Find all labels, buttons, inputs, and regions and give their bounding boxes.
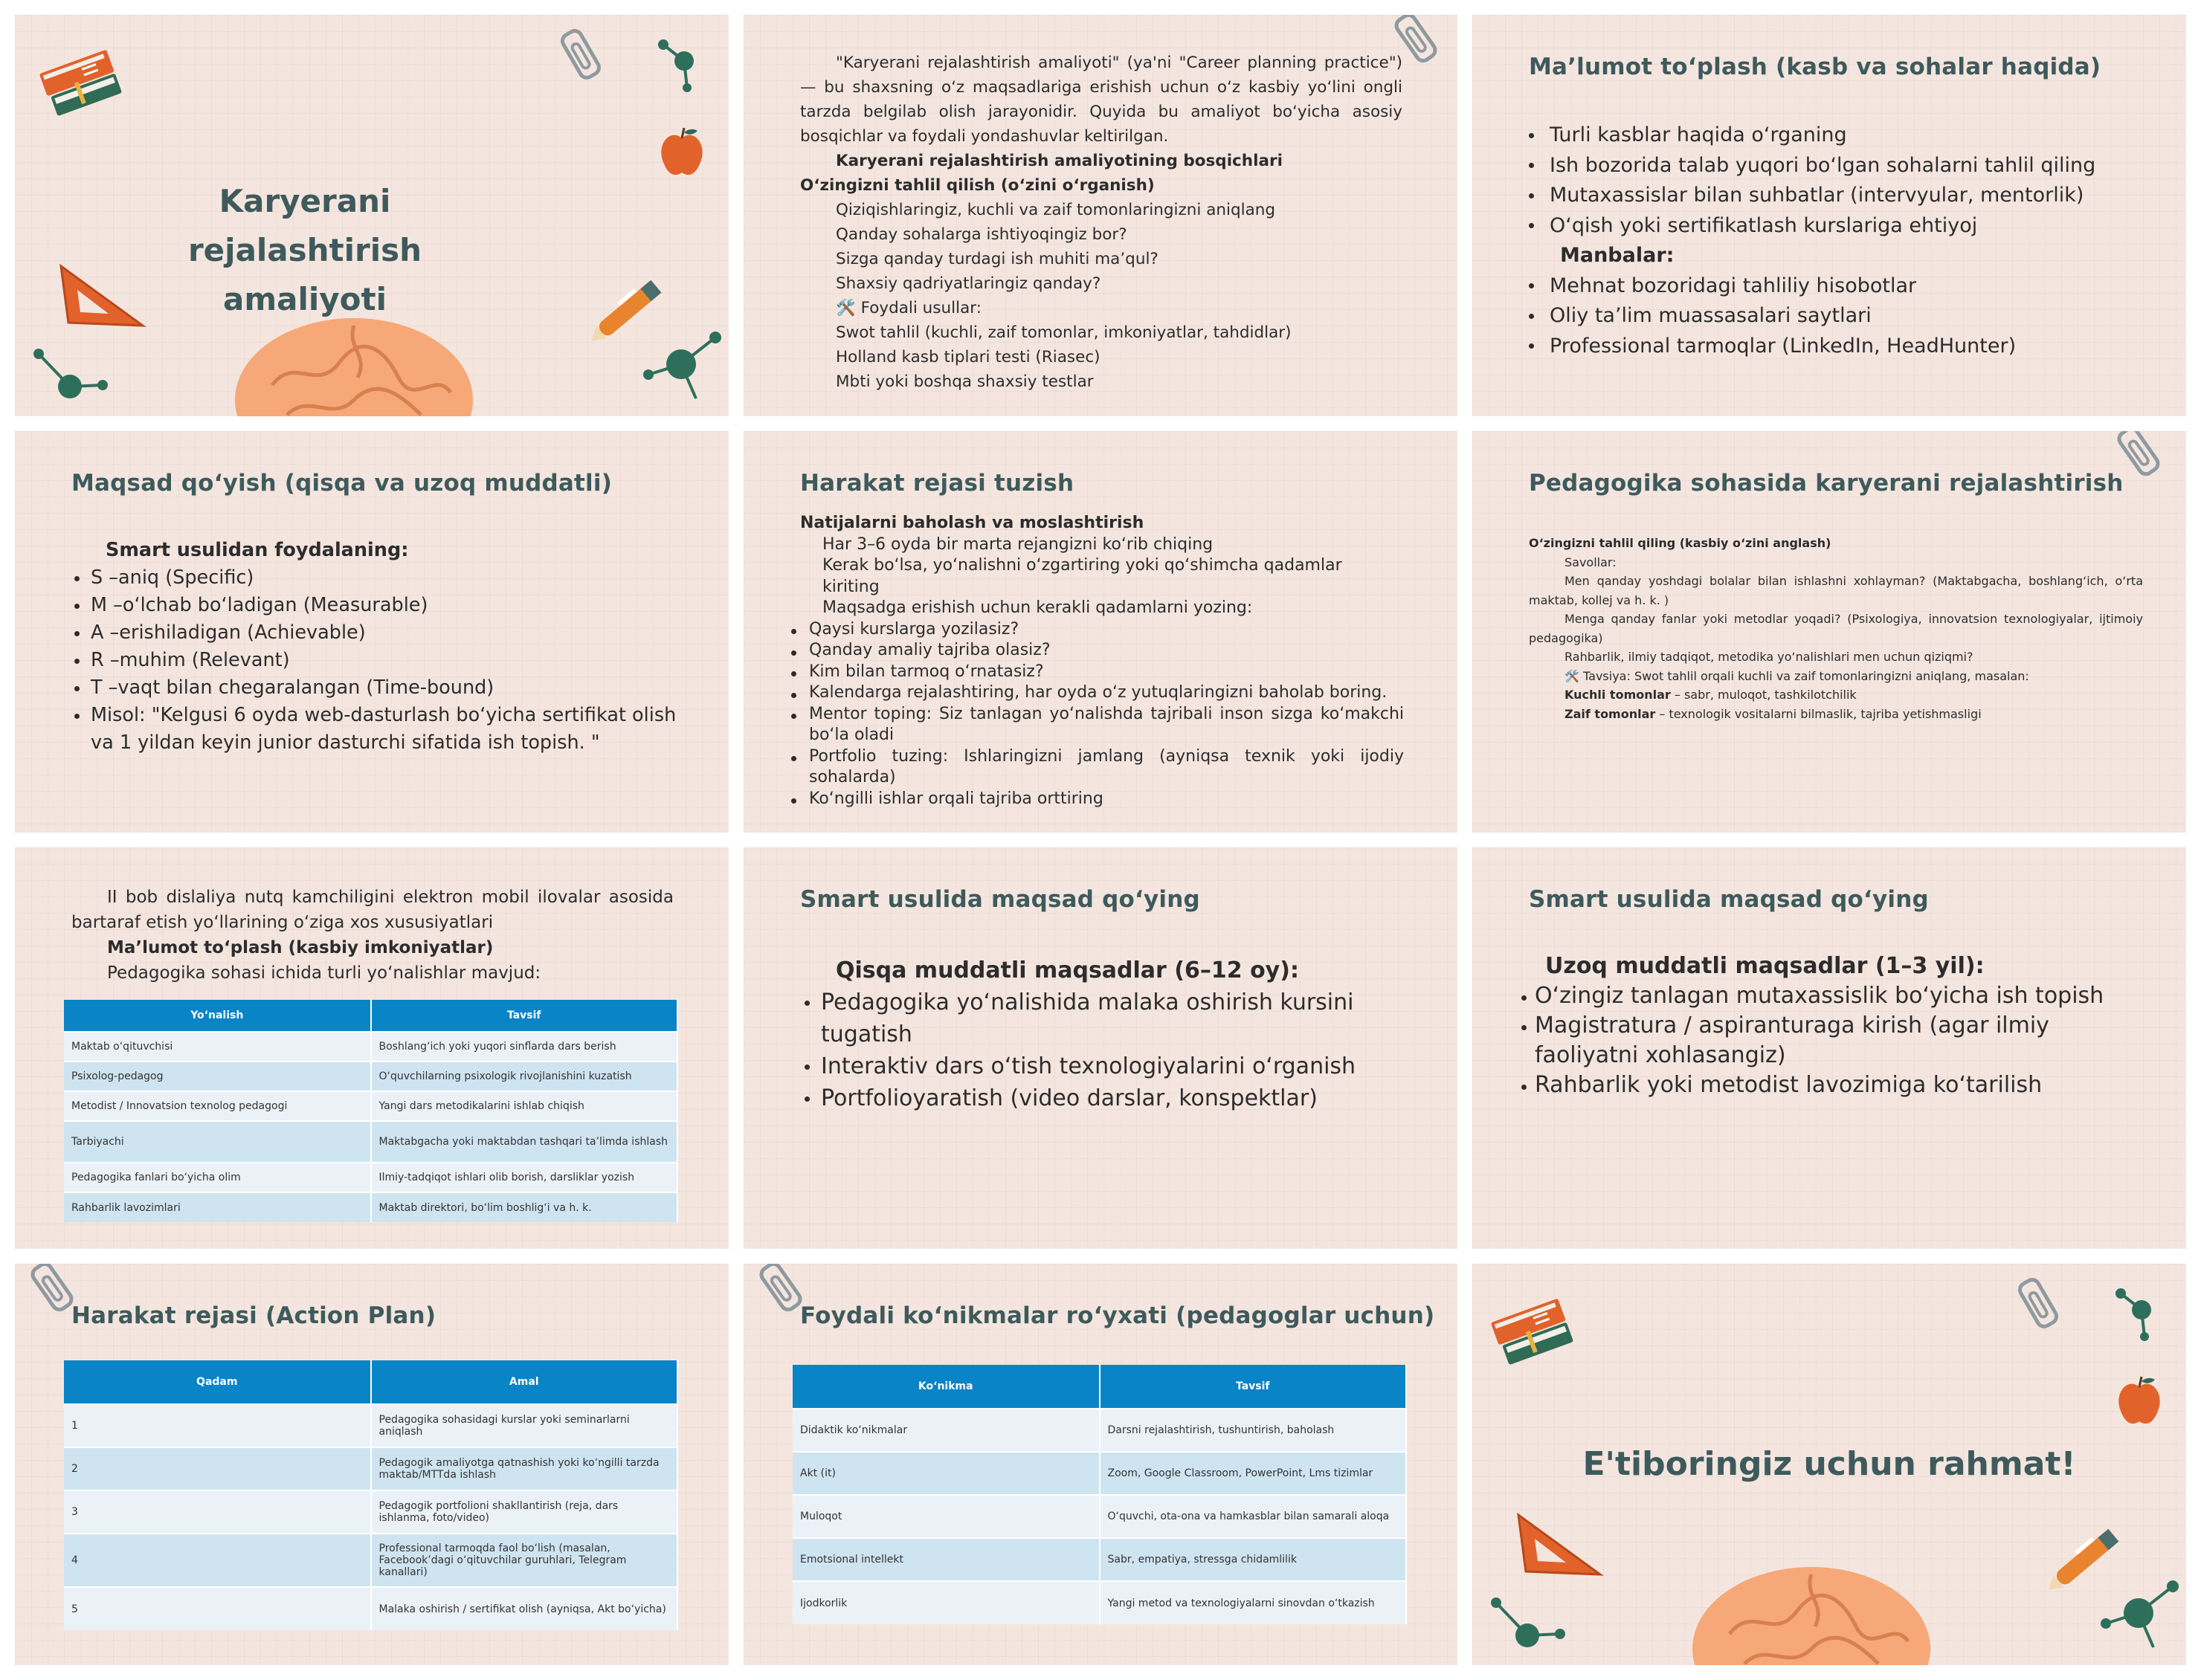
- intro-paragraph: "Karyerani rejalashtirish amaliyoti" (ya'ni "Career planning practice") — bu shaxsning o‘z maqsadlariga erishish uchun o‘z kasbiy yo‘lini ongli tarzda belgilab olish jarayonidir. Quyida bu amaliyot bo‘yicha asosiy bosqichlar va foydali yondashuvlar keltirilgan.: [800, 54, 1402, 146]
- content: [787, 513, 1404, 810]
- list-item: M –o‘lchab bo‘ladigan (Measurable): [70, 592, 695, 619]
- text-line: Qanday sohalarga ishtiyoqingiz bor?: [836, 225, 1127, 244]
- text-line: Holland kasb tiplari testi (Riasec): [836, 348, 1100, 366]
- brain-icon: [1685, 1560, 1938, 1665]
- text-line: Swot tahlil (kuchli, zaif tomonlar, imkoniyatlar, tahdidlar): [836, 323, 1292, 342]
- table-cell: 4: [64, 1534, 371, 1587]
- table-cell: Professional tarmoqda faol bo‘lish (masalan, Facebook’dagi o‘qituvchilar guruhlari, Telegram kanallari): [371, 1534, 678, 1587]
- table-header: Ko‘nikma: [793, 1365, 1100, 1409]
- slide-pedagogy-directions[interactable]: [15, 847, 729, 1249]
- strengths-label: Kuchli tomonlar: [1564, 688, 1671, 702]
- molecule-icon: [648, 30, 708, 97]
- self-analysis-heading: O‘zingizni tahlil qiling (kasbiy o‘zini anglash): [1529, 536, 1831, 550]
- content: [1529, 534, 2143, 723]
- table-row: [64, 1447, 677, 1490]
- list-item: Mentor toping: Siz tanlagan yo‘nalishda tajribali inson sizga ko‘makchi bo‘la oladi: [787, 704, 1404, 746]
- table-cell: 1: [64, 1404, 371, 1447]
- content: [800, 954, 1395, 1114]
- table-row: [64, 1163, 677, 1192]
- list-item: Professional tarmoqlar (LinkedIn, HeadHunter): [1524, 332, 2149, 362]
- table-header: Tavsif: [1100, 1365, 1407, 1409]
- text-line: Qiziqishlaringiz, kuchli va zaif tomonlaringizni aniqlang: [836, 201, 1276, 219]
- triangle-ruler-icon: [54, 251, 150, 333]
- list-item: Misol: "Kelgusi 6 oyda web-dasturlash bo‘yicha sertifikat olish va 1 yildan keyin junior dasturchi sifatida ish topish. ": [70, 702, 695, 757]
- list-item: O‘qish yoki sertifikatlash kurslariga ehtiyoj: [1524, 211, 2149, 242]
- question: Menga qanday fanlar yoki metodlar yoqadi? (Psixologiya, innovatsion texnologiyalar, ijtimoiy pedagogika): [1529, 612, 2143, 645]
- long-term-subhead: Uzoq muddatli maqsadlar (1–3 yil):: [1545, 953, 1985, 979]
- table-row: [793, 1495, 1406, 1538]
- smart-subhead: Smart usulidan foydalaning:: [106, 539, 409, 561]
- list-item: Kalendarga rejalashtiring, har oyda o‘z yutuqlaringizni baholab boring.: [787, 682, 1404, 704]
- paperclip-icon: [756, 1264, 805, 1315]
- list-item: Mutaxassislar bilan suhbatlar (intervyular, mentorlik): [1524, 181, 2149, 211]
- table-cell: Didaktik ko‘nikmalar: [793, 1409, 1100, 1452]
- table-row: [793, 1581, 1406, 1624]
- list-item: Qanday amaliy tajriba olasiz?: [787, 640, 1404, 662]
- table-cell: Ilmiy-tadqiqot ishlari olib borish, darsliklar yozish: [371, 1163, 678, 1192]
- list-item: Ko‘ngilli ishlar orqali tajriba orttiring: [787, 789, 1404, 810]
- list-item: O‘zingiz tanlagan mutaxassislik bo‘yicha ish topish: [1517, 981, 2127, 1011]
- steps-heading: Karyerani rejalashtirish amaliyotining bosqichlari: [836, 152, 1283, 170]
- table-cell: 2: [64, 1447, 371, 1490]
- slide-title-text: Pedagogika sohasida karyerani rejalashtirish: [1529, 470, 2124, 497]
- self-analysis-heading: O‘zingizni tahlil qilish (o‘zini o‘rganish): [800, 176, 1155, 195]
- molecule-icon: [2098, 1561, 2180, 1658]
- table-cell: Akt (it): [793, 1452, 1100, 1495]
- list-item: Portfolio tuzing: Ishlaringizni jamlang (ayniqsa texnik yoki ijodiy sohalarda): [787, 746, 1404, 789]
- content: [1517, 952, 2127, 1100]
- slide-pedagogy-career[interactable]: [1472, 431, 2186, 833]
- slide-smart-long-term[interactable]: [1472, 847, 2186, 1249]
- table-cell: Yangi dars metodikalarini ishlab chiqish: [371, 1091, 678, 1121]
- table-cell: Psixolog-pedagog: [64, 1062, 371, 1091]
- slide-title-text: Ma’lumot to‘plash (kasb va sohalar haqida): [1529, 54, 2101, 80]
- weaknesses-text: – texnologik vositalarni bilmaslik, tajriba yetishmasligi: [1655, 706, 1982, 721]
- text-line: 🛠️ Foydali usullar:: [836, 299, 982, 317]
- table-cell: Rahbarlik lavozimlari: [64, 1192, 371, 1222]
- list-item: Turli kasblar haqida o‘rganing: [1524, 120, 2149, 151]
- molecule-icon: [2106, 1279, 2165, 1345]
- slide-title[interactable]: [15, 15, 729, 416]
- table-cell: Pedagogik amaliyotga qatnashish yoki ko‘ngilli tarzda maktab/MTTda ishlash: [371, 1447, 678, 1490]
- table-cell: Yangi metod va texnologiyalarni sinovdan o‘tkazish: [1100, 1581, 1407, 1624]
- list-item: Mehnat bozoridagi tahliliy hisobotlar: [1524, 271, 2149, 302]
- table-row: [64, 1121, 677, 1163]
- table-row: [64, 1404, 677, 1447]
- table-header: Tavsif: [371, 1000, 678, 1032]
- question: Men qanday yoshdagi bolalar bilan ishlashni xohlayman? (Maktabgacha, boshlang‘ich, o‘rta maktab, kollej va h. k. ): [1529, 574, 2143, 607]
- slide-title-text: Maqsad qo‘yish (qisqa va uzoq muddatli): [71, 470, 613, 497]
- table-header: Yo‘nalish: [64, 1000, 371, 1032]
- list-item: Ish bozorida talab yuqori bo‘lgan sohalarni tahlil qiling: [1524, 151, 2149, 181]
- list-item: Rahbarlik yoki metodist lavozimiga ko‘tarilish: [1517, 1070, 2127, 1100]
- table-cell: Pedagogika sohasidagi kurslar yoki seminarlarni aniqlash: [371, 1404, 678, 1447]
- books-icon: [36, 37, 140, 134]
- action-plan-table: [64, 1360, 678, 1630]
- table-cell: Maktab direktori, bo‘lim boshlig‘i va h. k.: [371, 1192, 678, 1222]
- table-cell: Boshlang‘ich yoki yuqori sinflarda dars berish: [371, 1032, 678, 1062]
- table-cell: Darsni rejalashtirish, tushuntirish, baholash: [1100, 1409, 1407, 1452]
- list-item: T –vaqt bilan chegaralangan (Time-bound): [70, 674, 695, 702]
- molecule-icon: [1486, 1591, 1567, 1665]
- triangle-ruler-icon: [1511, 1500, 1608, 1582]
- list-item: S –aniq (Specific): [70, 564, 695, 592]
- content: [71, 885, 674, 986]
- slide-thank-you[interactable]: [1472, 1264, 2186, 1665]
- slide-goal-setting[interactable]: [15, 431, 729, 833]
- table-row: [793, 1409, 1406, 1452]
- weaknesses-line: [1529, 705, 2143, 724]
- list-item: Pedagogika yo‘nalishida malaka oshirish kursini tugatish: [800, 986, 1395, 1050]
- table-cell: 3: [64, 1490, 371, 1534]
- questions-label: Savollar:: [1564, 555, 1617, 569]
- list-item: R –muhim (Relevant): [70, 647, 695, 674]
- table-row: [64, 1091, 677, 1121]
- slide-smart-short-term[interactable]: [744, 847, 1457, 1249]
- paperclip-icon: [558, 26, 605, 83]
- content: [70, 537, 695, 757]
- list-item: Oliy ta’lim muassasalari saytlari: [1524, 301, 2149, 332]
- table-row: [793, 1538, 1406, 1581]
- table-cell: Pedagogik portfolioni shakllantirish (reja, dars ishlanma, foto/video): [371, 1490, 678, 1534]
- text-line: Maqsadga erishish uchun kerakli qadamlarni yozing:: [822, 598, 1253, 617]
- apple-icon: [656, 125, 708, 184]
- text-line: Sizga qanday turdagi ish muhiti ma’qul?: [836, 250, 1158, 268]
- paperclip-icon: [28, 1264, 77, 1315]
- text-line: Mbti yoki boshqa shaxsiy testlar: [836, 372, 1094, 391]
- weaknesses-label: Zaif tomonlar: [1564, 706, 1656, 721]
- books-icon: [1487, 1286, 1591, 1383]
- skills-table: [793, 1365, 1407, 1624]
- table-row: [64, 1192, 677, 1222]
- list-item: Kim bilan tarmoq o‘rnatasiz?: [787, 662, 1404, 683]
- slide-title-text: Smart usulida maqsad qo‘ying: [1529, 886, 1929, 913]
- table-cell: Maktab o‘qituvchisi: [64, 1032, 371, 1062]
- slide-information-gathering[interactable]: [1472, 15, 2186, 416]
- directions-table: [64, 1000, 678, 1222]
- slide-title-text: Smart usulida maqsad qo‘ying: [800, 886, 1200, 913]
- slide-title-text: Karyerani rejalashtirish amaliyoti: [187, 183, 422, 317]
- tip-line: 🛠️ Tavsiya: Swot tahlil orqali kuchli va zaif tomonlaringizni aniqlang, masalan:: [1564, 668, 2029, 683]
- short-term-subhead: Qisqa muddatli maqsadlar (6–12 oy):: [836, 957, 1299, 983]
- table-cell: O‘quvchi, ota-ona va hamkasblar bilan samarali aloqa: [1100, 1495, 1407, 1538]
- table-cell: Malaka oshirish / sertifikat olish (ayniqsa, Akt bo‘yicha): [371, 1587, 678, 1630]
- list-item: Interaktiv dars o‘tish texnologiyalarini o‘rganish: [800, 1050, 1395, 1082]
- table-cell: Sabr, empatiya, stressga chidamlilik: [1100, 1538, 1407, 1581]
- slide-useful-skills[interactable]: [744, 1264, 1457, 1665]
- slide-title-text: Harakat rejasi (Action Plan): [71, 1302, 436, 1329]
- slide-action-plan-table[interactable]: [15, 1264, 729, 1665]
- slide-action-plan-building[interactable]: [744, 431, 1457, 833]
- list-item: Qaysi kurslarga yozilasiz?: [787, 619, 1404, 641]
- text-line: Har 3–6 oyda bir marta rejangizni ko‘rib chiqing: [822, 534, 1214, 554]
- table-cell: Muloqot: [793, 1495, 1100, 1538]
- text-line: Shaxsiy qadriyatlaringiz qanday?: [836, 274, 1101, 293]
- list-item: Portfolioyaratish (video darslar, konspektlar): [800, 1082, 1395, 1114]
- table-cell: Tarbiyachi: [64, 1121, 371, 1163]
- content: [1524, 120, 2149, 361]
- intro-paragraph: II bob dislaliya nutq kamchiligini elektron mobil ilovalar asosida bartaraf etish yo‘llarining o‘ziga xos xususiyatlari: [71, 888, 674, 932]
- text-line: Kerak bo‘lsa, yo‘nalishni o‘zgartiring yoki qo‘shimcha qadamlar kiriting: [822, 556, 1342, 596]
- list-item: A –erishiladigan (Achievable): [70, 619, 695, 647]
- slide-title-text: Harakat rejasi tuzish: [800, 470, 1074, 497]
- table-cell: O‘quvchilarning psixologik rivojlanishini kuzatish: [371, 1062, 678, 1091]
- content: [800, 51, 1402, 394]
- slide-title-text: Foydali ko‘nikmalar ro‘yxati (pedagoglar uchun): [800, 1302, 1435, 1329]
- table-cell: 5: [64, 1587, 371, 1630]
- table-row: [64, 1062, 677, 1091]
- question: Rahbarlik, ilmiy tadqiqot, metodika yo‘nalishlari men uchun qiziqmi?: [1564, 650, 1973, 664]
- table-cell: Ijodkorlik: [793, 1581, 1100, 1624]
- text-line: Pedagogika sohasi ichida turli yo‘nalishlar mavjud:: [107, 963, 541, 983]
- table-header: Qadam: [64, 1360, 371, 1404]
- table-cell: Metodist / Innovatsion texnolog pedagogi: [64, 1091, 371, 1121]
- table-row: [64, 1587, 677, 1630]
- table-header: Amal: [371, 1360, 678, 1404]
- table-cell: Pedagogika fanlari bo‘yicha olim: [64, 1163, 371, 1192]
- table-row: [64, 1490, 677, 1534]
- thank-you-text: E'tiboringiz uchun rahmat!: [1582, 1445, 2076, 1483]
- evaluation-subhead: Natijalarni baholash va moslashtirish: [800, 514, 1144, 532]
- sources-label: Manbalar:: [1560, 244, 1675, 267]
- table-cell: Maktabgacha yoki maktabdan tashqari ta’limda ishlash: [371, 1121, 678, 1163]
- strengths-line: [1529, 685, 2143, 705]
- apple-icon: [2113, 1374, 2165, 1433]
- table-row: [793, 1452, 1406, 1495]
- section-heading: Ma’lumot to‘plash (kasbiy imkoniyatlar): [107, 938, 494, 957]
- strengths-text: – sabr, muloqot, tashkilotchilik: [1670, 688, 1857, 702]
- table-cell: Emotsional intellekt: [793, 1538, 1100, 1581]
- molecule-icon: [641, 312, 723, 409]
- list-item: Magistratura / aspiranturaga kirish (agar ilmiy faoliyatni xohlasangiz): [1517, 1011, 2127, 1070]
- molecule-icon: [28, 342, 110, 416]
- brain-icon: [228, 311, 480, 416]
- table-row: [64, 1032, 677, 1062]
- table-cell: Zoom, Google Classroom, PowerPoint, Lms tizimlar: [1100, 1452, 1407, 1495]
- slide-career-planning-steps[interactable]: [744, 15, 1457, 416]
- table-row: [64, 1534, 677, 1587]
- paperclip-icon: [2015, 1275, 2062, 1332]
